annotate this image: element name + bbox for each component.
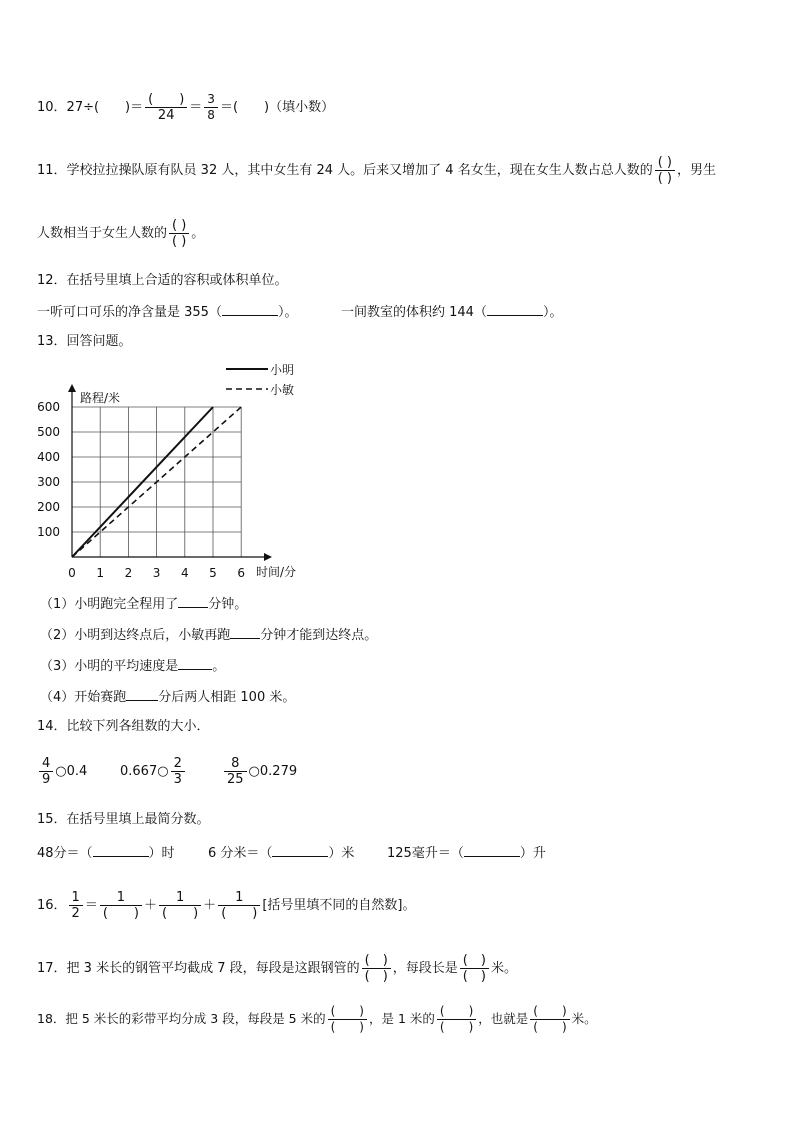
- question-12-item-b: 一间教室的体积约 144（ ）。: [341, 305, 563, 320]
- q10-fraction-3-8: $\frac{3}{8}$: [204, 92, 218, 123]
- fraction-1-2: $\frac{1}{2}$: [69, 890, 83, 921]
- y-axis-label: 路程/米: [80, 391, 121, 405]
- x-tick-labels: [68, 566, 245, 580]
- y-axis-arrow: [68, 384, 76, 392]
- y-tick-label: 100: [37, 525, 60, 539]
- x-axis-arrow: [264, 553, 272, 561]
- answer-blank[interactable]: [93, 844, 149, 857]
- question-18: 18．把 5 米长的彩带平均分成 3 段，每段是 5 米的 $\frac{( )}{( )}$ ，是 1 米的 $\frac{( )}{( )}$ ，也就是 $\frac{( )}{( )}$ 米。: [37, 1004, 597, 1034]
- y-tick-label: 200: [37, 500, 60, 514]
- x-axis-label: 时间/分: [256, 565, 297, 579]
- question-12-title: 12．在括号里填上合适的容积或体积单位。: [37, 273, 288, 288]
- question-13-sub-2: （2）小明到达终点后，小敏再跑 分钟才能到达终点。: [40, 628, 378, 643]
- y-tick-label: 600: [37, 400, 60, 414]
- answer-blank[interactable]: [487, 303, 543, 316]
- x-tick-label: 3: [152, 566, 161, 580]
- unit-fraction-blank: $\frac{1}{( )}$: [100, 890, 142, 921]
- unit-fraction-blank: $\frac{1}{( )}$: [159, 890, 201, 921]
- question-14-title: 14．比较下列各组数的大小．: [37, 719, 210, 734]
- fraction-blank: $\frac{( )}{( )}$: [437, 1004, 476, 1035]
- y-tick-label: 300: [37, 475, 60, 489]
- chart-axes: [68, 384, 296, 579]
- x-tick-label: 6: [237, 566, 246, 580]
- fraction-blank: $\frac{( )}{( )}$: [530, 1004, 569, 1035]
- fraction-blank: $\frac{( )}{( )}$: [362, 953, 391, 984]
- question-13-sub-1: （1）小明跑完全程用了 分钟。: [40, 597, 248, 612]
- question-15-title: 15．在括号里填上最简分数。: [37, 812, 210, 827]
- question-11-line2: 人数相当于女生人数的 $\frac{( )}{( )}$ 。: [37, 218, 205, 249]
- legend-label-xiaoming: 小明: [270, 363, 295, 377]
- question-14-item-b: 0.667○ $\frac{2}{3}$: [120, 756, 187, 787]
- question-15-item-a: 48分＝（ ）时: [37, 846, 175, 861]
- answer-blank[interactable]: [178, 657, 212, 670]
- y-tick-label: 400: [37, 450, 60, 464]
- q10-label: 10．27÷( )＝: [37, 100, 144, 115]
- q10-fraction-blank: $\frac{( )}{24}$: [145, 92, 187, 123]
- answer-blank[interactable]: [178, 595, 208, 608]
- q10-tail: ＝( )（填小数）: [219, 100, 335, 115]
- question-16: 16． $\frac{1}{2}$ ＝ $\frac{1}{( )}$ ＋ $\frac{1}{( )}$ ＋ $\frac{1}{( )}$ [括号里填不同的自然数]。: [37, 890, 416, 921]
- question-14-item-a: $\frac{4}{9}$ ○0.4: [37, 756, 87, 787]
- x-tick-label: 0: [68, 566, 76, 580]
- question-13-sub-4: （4）开始赛跑 分后两人相距 100 米。: [40, 690, 296, 705]
- chart-legend: [226, 363, 294, 397]
- question-10: 10．27÷( )＝ $\frac{( )}{24}$ ＝ $\frac{3}{8}$ ＝( )（填小数）: [37, 92, 335, 123]
- fraction-blank: $\frac{( )}{( )}$: [328, 1004, 367, 1035]
- x-tick-label: 4: [180, 566, 189, 580]
- q11-fraction-blank-2: $\frac{( )}{( )}$: [169, 218, 189, 249]
- question-13-title: 13．回答问题。: [37, 334, 132, 349]
- answer-blank[interactable]: [230, 626, 260, 639]
- question-11-line1: 11．学校拉拉操队原有队员 32 人，其中女生有 24 人。后来又增加了 4 名女生，现在女生人数占总人数的 $\frac{( )}{( )}$ ，男生: [37, 155, 716, 186]
- question-12-item-a: 一听可口可乐的净含量是 355（ ）。: [37, 305, 298, 320]
- fraction-blank: $\frac{( )}{( )}$: [460, 953, 489, 984]
- question-13-sub-3: （3）小明的平均速度是 。: [40, 659, 226, 674]
- y-tick-labels: [37, 400, 60, 539]
- question-14-item-c: $\frac{8}{25}$ ○0.279: [222, 756, 297, 787]
- fraction-4-9: $\frac{4}{9}$: [39, 756, 53, 787]
- fraction-2-3: $\frac{2}{3}$: [171, 756, 185, 787]
- question-15-item-c: 125毫升＝（ ）升: [387, 846, 546, 861]
- legend-label-xiaomin: 小敏: [270, 383, 295, 397]
- distance-time-chart: [0, 355, 794, 595]
- question-17: 17．把 3 米长的钢管平均截成 7 段，每段是这跟钢管的 $\frac{( )}{( )}$ ，每段长是 $\frac{( )}{( )}$ 米。: [37, 953, 517, 984]
- x-tick-label: 1: [96, 566, 105, 580]
- question-15-item-b: 6 分米＝（ ）米: [208, 846, 355, 861]
- answer-blank[interactable]: [272, 844, 328, 857]
- x-tick-label: 5: [209, 566, 217, 580]
- fraction-8-25: $\frac{8}{25}$: [224, 756, 247, 787]
- answer-blank[interactable]: [126, 688, 158, 701]
- answer-blank[interactable]: [464, 844, 520, 857]
- y-tick-label: 500: [37, 425, 60, 439]
- x-tick-label: 2: [124, 566, 133, 580]
- unit-fraction-blank: $\frac{1}{( )}$: [218, 890, 260, 921]
- q11-fraction-blank-1: $\frac{( )}{( )}$: [655, 155, 675, 186]
- answer-blank[interactable]: [222, 303, 278, 316]
